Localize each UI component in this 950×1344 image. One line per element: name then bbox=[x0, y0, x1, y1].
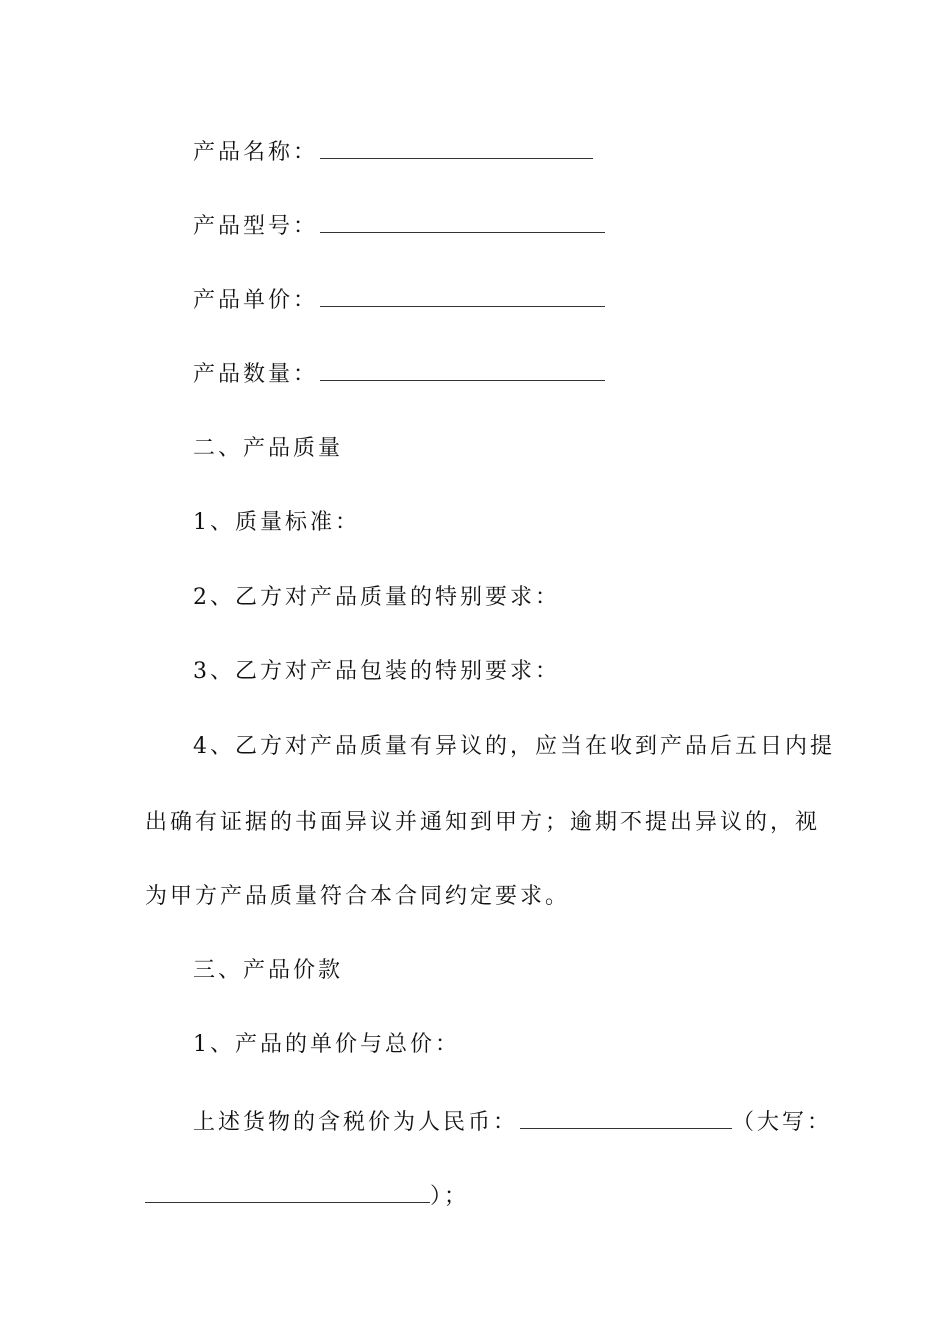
product-name-label: 产品名称： bbox=[193, 140, 319, 165]
capitalized-amount-blank bbox=[145, 1182, 430, 1203]
product-model-label: 产品型号： bbox=[193, 214, 319, 239]
product-name-row bbox=[193, 138, 873, 168]
product-unit-price-row bbox=[193, 286, 873, 316]
quality-requirement-item: 2、乙方对产品质量的特别要求： bbox=[193, 585, 560, 610]
product-unit-price-blank bbox=[320, 286, 605, 307]
objection-paragraph-line-3: 为甲方产品质量符合本合同约定要求。 bbox=[145, 884, 571, 909]
capitalized-amount-label: （大写： bbox=[732, 1110, 833, 1135]
section-2-heading: 二、产品质量 bbox=[193, 436, 344, 461]
objection-paragraph-line-2: 出确有证据的书面异议并通知到甲方；逾期不提出异议的，视 bbox=[145, 810, 821, 835]
product-quantity-row bbox=[193, 360, 873, 390]
capitalized-amount-close: ）； bbox=[430, 1184, 470, 1209]
unit-total-price-item: 1、产品的单价与总价： bbox=[193, 1032, 460, 1057]
product-model-blank bbox=[320, 212, 605, 233]
product-model-row bbox=[193, 212, 873, 242]
tax-inclusive-price-row bbox=[193, 1108, 873, 1138]
packaging-requirement-item: 3、乙方对产品包装的特别要求： bbox=[193, 659, 560, 684]
capitalized-amount-row bbox=[145, 1182, 825, 1212]
product-name-blank bbox=[320, 138, 593, 159]
section-3-heading: 三、产品价款 bbox=[193, 958, 344, 983]
tax-inclusive-price-label: 上述货物的含税价为人民币： bbox=[193, 1110, 519, 1135]
quality-standard-item: 1、质量标准： bbox=[193, 510, 360, 535]
tax-inclusive-price-blank bbox=[520, 1108, 732, 1129]
product-quantity-label: 产品数量： bbox=[193, 362, 319, 387]
objection-paragraph-line-1: 4、乙方对产品质量有异议的，应当在收到产品后五日内提 bbox=[193, 734, 835, 759]
product-unit-price-label: 产品单价： bbox=[193, 288, 319, 313]
product-quantity-blank bbox=[320, 360, 605, 381]
